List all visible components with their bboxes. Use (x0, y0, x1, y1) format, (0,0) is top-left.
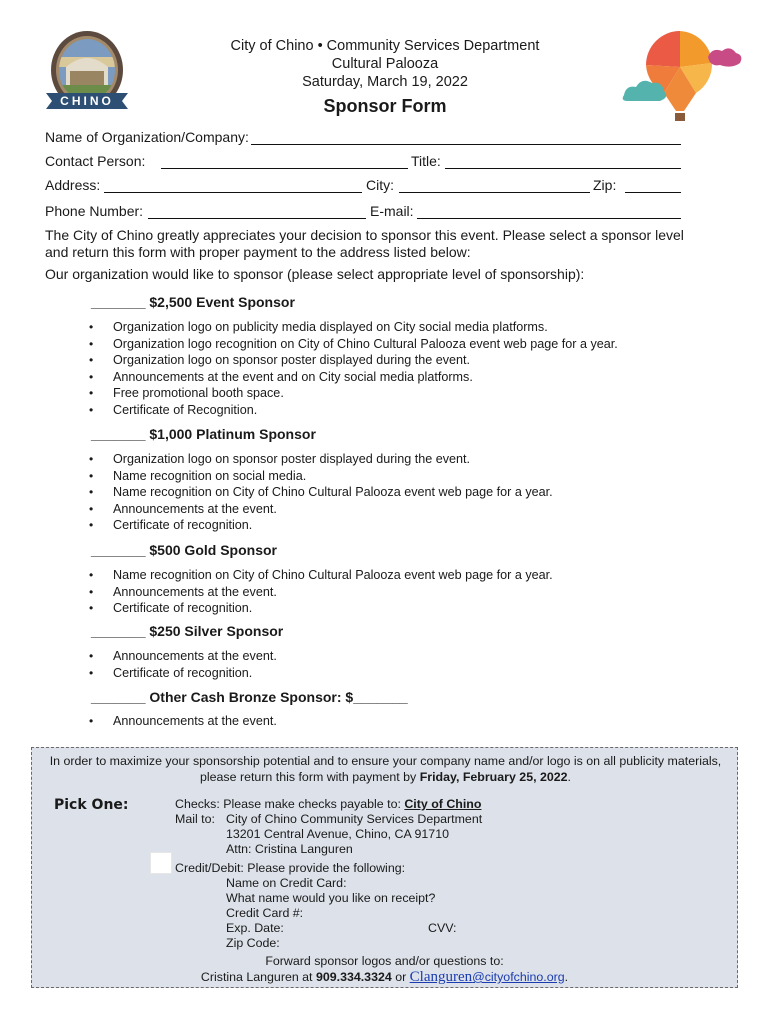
intro-paragraph: The City of Chino greatly appreciates your decision to sponsor this event. Please select a sponsor level and return this form with proper payment to the address listed below: (45, 227, 684, 260)
benefit-item: • Announcements at the event. (88, 584, 553, 601)
benefit-item: • Certificate of recognition. (88, 665, 277, 682)
contact-phone: 909.334.3324 (315, 970, 392, 984)
benefit-item: • Announcements at the event. (88, 501, 553, 518)
benefit-item: • Organization logo on sponsor poster displayed during the event. (88, 451, 553, 468)
contact-line (32, 970, 737, 985)
sponsor-level-instruction: Our organization would like to sponsor (please select appropriate level of sponsorship): (45, 266, 585, 282)
cvv-label: CVV: (428, 921, 457, 935)
event-date: Saturday, March 19, 2022 (302, 74, 468, 90)
benefit-item: • Announcements at the event. (88, 713, 277, 730)
contact-email-link[interactable] (410, 969, 565, 985)
tier-silver-sponsor-heading[interactable]: _______ $250 Silver Sponsor (91, 623, 284, 639)
phone-label: Phone Number: (45, 203, 144, 219)
organization-label: Name of Organization/Company: (45, 129, 249, 145)
phone-field[interactable] (148, 218, 366, 219)
checks-label: Checks: Please make checks payable to: (175, 797, 405, 811)
payment-deadline: Friday, February 25, 2022 (419, 769, 568, 784)
zip-field[interactable] (625, 192, 681, 193)
forward-logos-text: Forward sponsor logos and/or questions to: (265, 954, 504, 968)
contact-end: . (564, 970, 569, 984)
organization-field[interactable] (251, 144, 681, 145)
payment-intro-end: . (567, 769, 571, 784)
event-name: Cultural Palooza (331, 56, 439, 72)
title-field[interactable] (445, 168, 681, 169)
benefit-item: • Announcements at the event. (88, 648, 277, 665)
benefit-item: • Organization logo on sponsor poster displayed during the event. (88, 352, 618, 369)
tier-gold-sponsor-benefits (88, 567, 553, 617)
benefit-item: • Name recognition on City of Chino Cultural Palooza event web page for a year. (88, 484, 553, 501)
pick-one-label: Pick One: (54, 797, 129, 813)
credit-debit-label: Credit/Debit: Please provide the following: (175, 861, 406, 875)
benefit-item: • Organization logo on publicity media displayed on City social media platforms. (88, 319, 618, 336)
card-name-label: Name on Credit Card: (226, 876, 347, 890)
mail-address-line2: 13201 Central Avenue, Chino, CA 91710 (226, 827, 449, 841)
benefit-item: • Name recognition on social media. (88, 468, 553, 485)
payment-intro-text: In order to maximize your sponsorship potential and to ensure your company name and/or logo is on all publicity materials, please return this form with payment by (49, 754, 722, 784)
card-zip-label: Zip Code: (226, 936, 280, 950)
zip-label: Zip: (593, 177, 617, 193)
city-field[interactable] (399, 192, 590, 193)
card-number-label: Credit Card #: (226, 906, 304, 920)
payment-info-box (31, 747, 738, 988)
receipt-name-label: What name would you like on receipt? (226, 891, 436, 905)
benefit-item: • Organization logo recognition on City of Chino Cultural Palooza event web page for a year. (88, 336, 618, 353)
contact-person-label: Contact Person: (45, 153, 146, 169)
tier-silver-sponsor-benefits (88, 648, 277, 681)
benefit-item: • Certificate of Recognition. (88, 402, 618, 419)
address-row (45, 177, 681, 197)
tier-platinum-sponsor-heading[interactable]: _______ $1,000 Platinum Sponsor (91, 426, 316, 442)
address-label: Address: (45, 177, 101, 193)
checks-line (175, 797, 481, 812)
tier-gold-sponsor-heading[interactable]: _______ $500 Gold Sponsor (91, 542, 277, 558)
mail-address-line3: Attn: Cristina Languren (226, 842, 353, 856)
exp-date-label: Exp. Date: (226, 921, 284, 935)
email-user: Clanguren (409, 969, 473, 985)
tier-bronze-sponsor-heading[interactable]: _______ Other Cash Bronze Sponsor: $_______ (91, 689, 408, 705)
tier-bronze-sponsor-benefits (88, 713, 277, 730)
phone-row (45, 203, 681, 223)
email-field[interactable] (417, 218, 681, 219)
benefit-item: • Certificate of recognition. (88, 600, 553, 617)
credit-card-checkbox[interactable] (150, 852, 172, 874)
hot-air-balloon-illustration (620, 27, 744, 125)
contact-prefix: Cristina Languren at (200, 970, 316, 984)
city-label: City: (366, 177, 394, 193)
email-domain: @cityofchino.org (472, 970, 565, 984)
payment-intro (38, 754, 733, 785)
benefit-item: • Certificate of recognition. (88, 517, 553, 534)
department-title: City of Chino • Community Services Department (230, 38, 540, 54)
benefit-item: • Name recognition on City of Chino Cultural Palooza event web page for a year. (88, 567, 553, 584)
tier-event-sponsor-benefits (88, 319, 618, 419)
page-title: Sponsor Form (323, 96, 447, 116)
contact-person-field[interactable] (161, 168, 408, 169)
email-label: E-mail: (370, 203, 414, 219)
organization-row (45, 129, 681, 149)
payee-name: City of Chino (404, 797, 482, 811)
tier-platinum-sponsor-benefits (88, 451, 553, 534)
benefit-item: • Free promotional booth space. (88, 385, 618, 402)
benefit-item: • Announcements at the event and on City social media platforms. (88, 369, 618, 386)
title-label: Title: (411, 153, 441, 169)
logo-text: CHINO (60, 94, 114, 108)
contact-or: or (391, 970, 410, 984)
city-of-chino-logo (44, 27, 130, 119)
contact-row (45, 153, 681, 173)
tier-event-sponsor-heading[interactable]: _______ $2,500 Event Sponsor (91, 294, 295, 310)
address-field[interactable] (104, 192, 362, 193)
mail-address-line1: City of Chino Community Services Department (226, 812, 483, 826)
mail-to-label: Mail to: (175, 812, 215, 826)
